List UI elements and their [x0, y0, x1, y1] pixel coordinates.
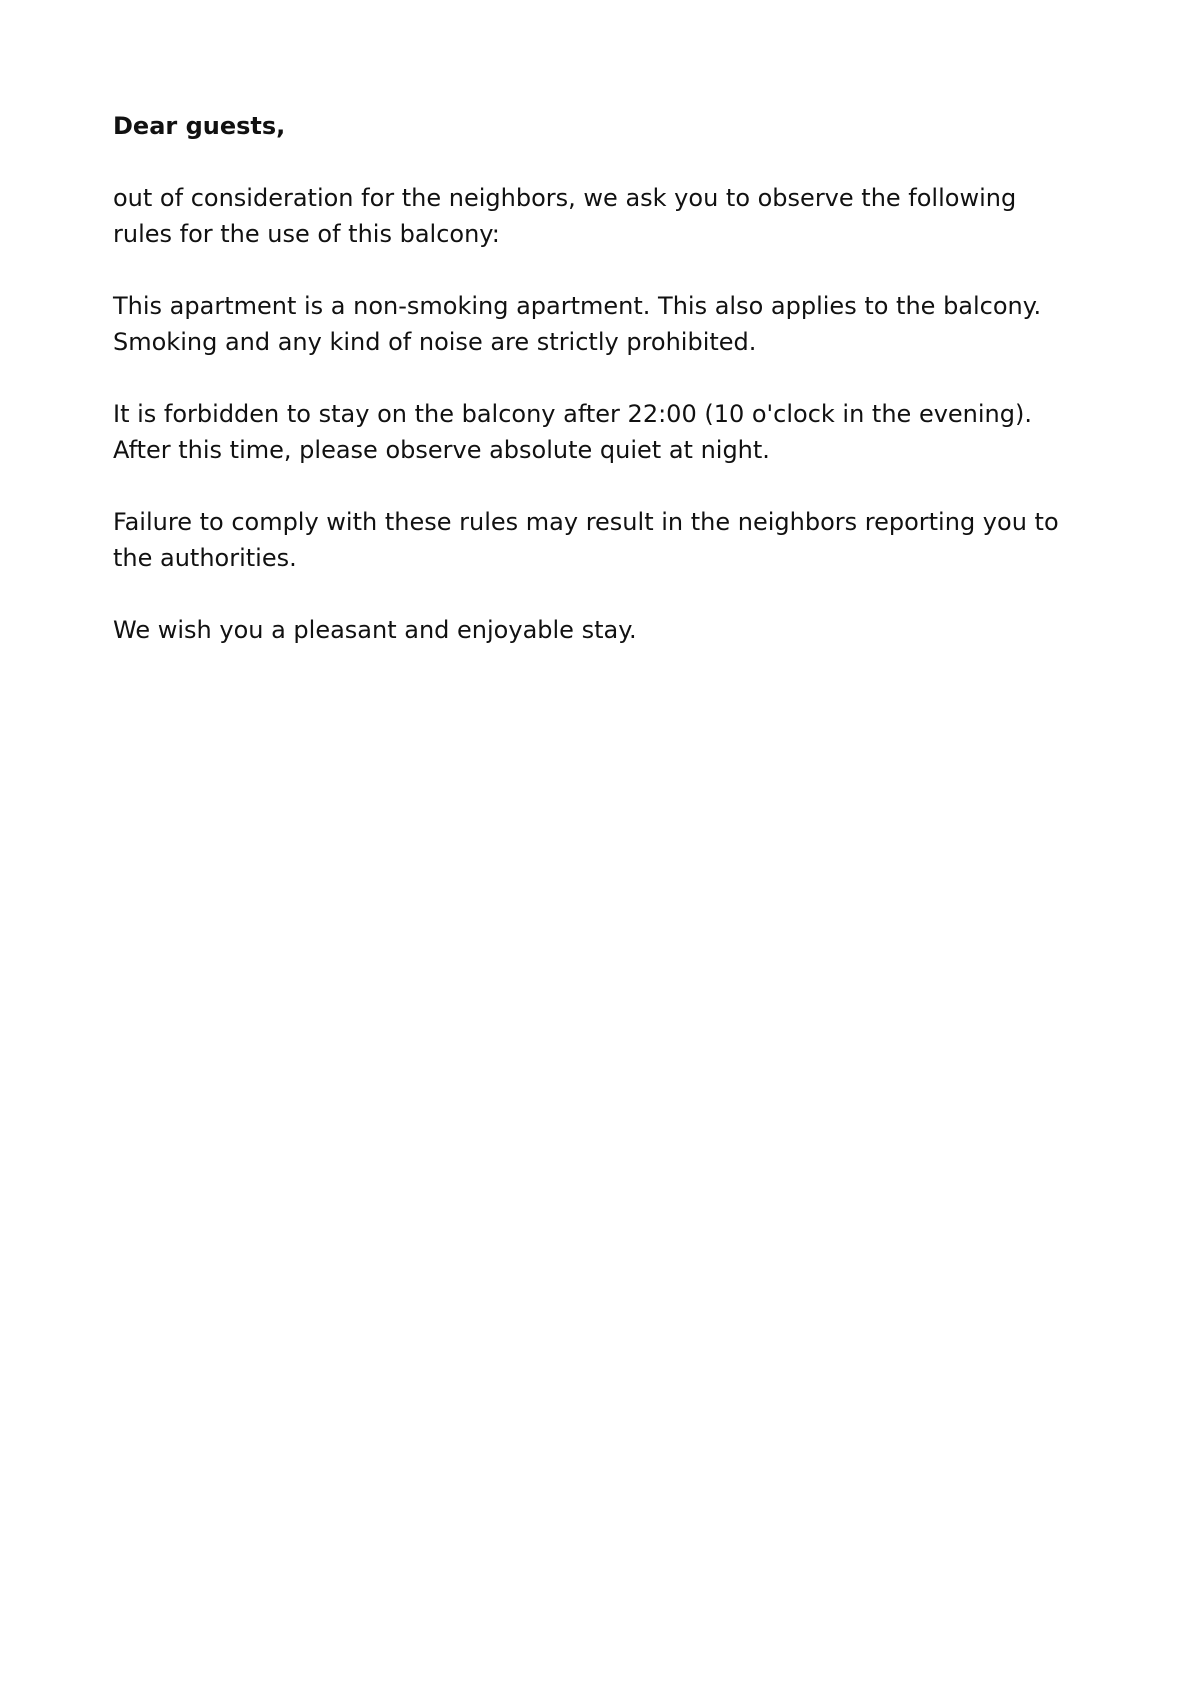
paragraph-line: the authorities.: [113, 544, 297, 572]
paragraph-line: We wish you a pleasant and enjoyable stay.: [113, 616, 637, 644]
greeting: Dear guests,: [113, 112, 286, 140]
paragraph-line: This apartment is a non-smoking apartment. This also applies to the balcony.: [113, 292, 1042, 320]
letter-body: [113, 108, 1113, 684]
paragraph-line: out of consideration for the neighbors, we ask you to observe the following: [113, 184, 1017, 212]
paragraph-closing: [113, 612, 1113, 648]
paragraph-consequences: [113, 504, 1113, 576]
paragraph-line: It is forbidden to stay on the balcony after 22:00 (10 o'clock in the evening).: [113, 400, 1032, 428]
paragraph-line: rules for the use of this balcony:: [113, 220, 500, 248]
paragraph-line: Smoking and any kind of noise are strictly prohibited.: [113, 328, 757, 356]
paragraph-line: Failure to comply with these rules may result in the neighbors reporting you to: [113, 508, 1059, 536]
paragraph-non-smoking: [113, 288, 1113, 360]
paragraph-line: After this time, please observe absolute quiet at night.: [113, 436, 770, 464]
paragraph-quiet-hours: [113, 396, 1113, 468]
paragraph-intro: [113, 180, 1113, 252]
